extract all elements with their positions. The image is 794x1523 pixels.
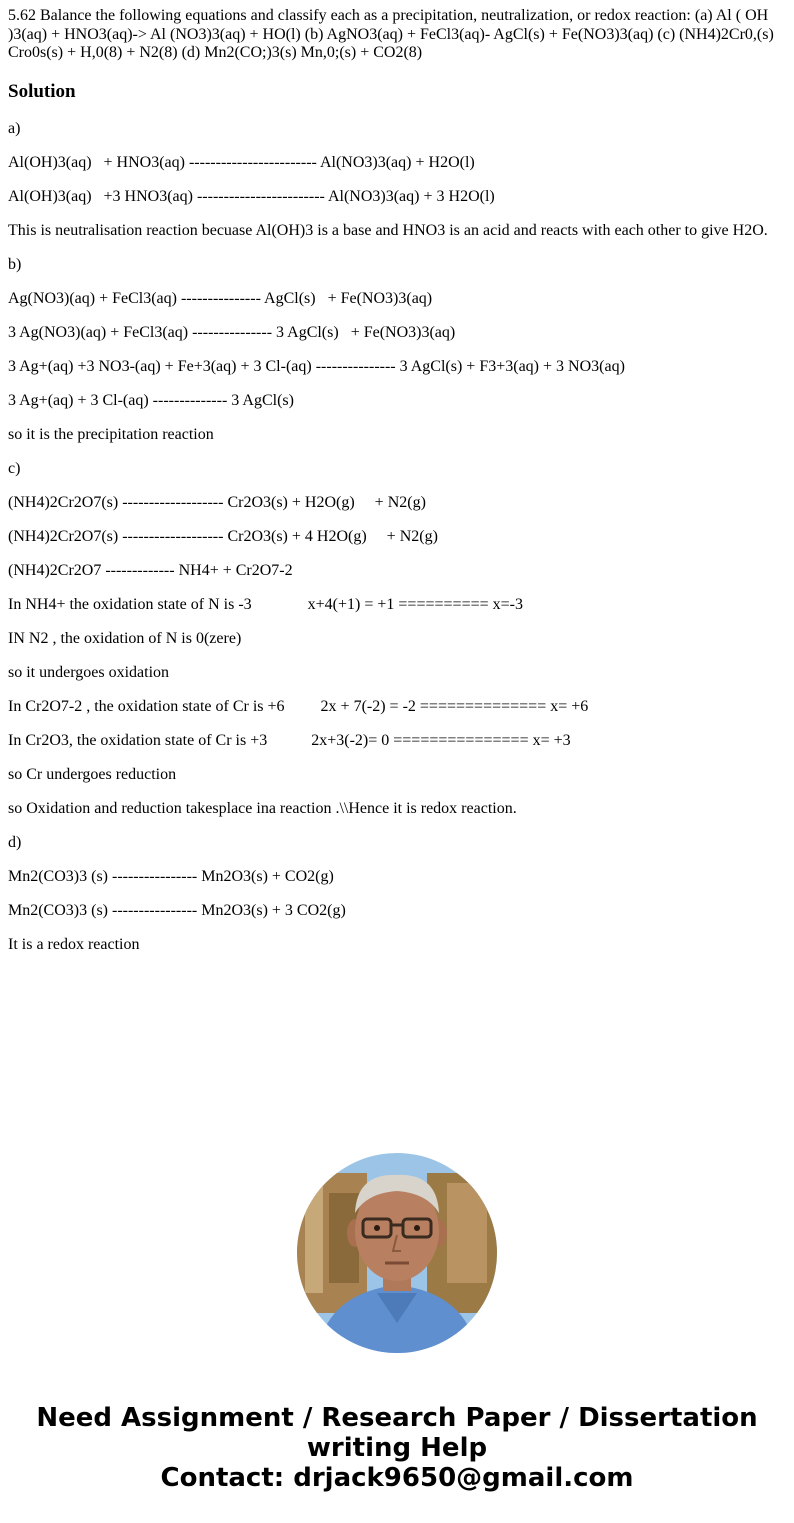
solution-line: In Cr2O3, the oxidation state of Cr is +3 2x+3(-2)= 0 =============== x= +3 (8, 732, 571, 749)
solution-line: In Cr2O7-2 , the oxidation state of Cr is +6 2x + 7(-2) = -2 ============== x= +6 (8, 698, 589, 715)
solution-line: In NH4+ the oxidation state of N is -3 x+4(+1) = +1 ========== x=-3 (8, 596, 523, 613)
solution-body (8, 120, 788, 970)
promo-banner (0, 1403, 794, 1493)
solution-line: so Cr undergoes reduction (8, 766, 177, 783)
solution-line: d) (8, 834, 22, 851)
solution-line: 3 Ag(NO3)(aq) + FeCl3(aq) --------------- 3 AgCl(s) + Fe(NO3)3(aq) (8, 324, 456, 341)
author-portrait-image (297, 1153, 497, 1353)
question-text: 5.62 Balance the following equations and classify each as a precipitation, neutralization, or redox reaction: (a) Al ( OH )3(aq) + HNO3(aq)-> Al (NO3)3(aq) + HO(l) (b) AgNO3(aq) + FeCl3(aq)- AgCl(s) + Fe(NO3)3(aq) (c) (NH4)2Cr0,(s) Cro0s(s) + H,0(8) + N2(8) (d) Mn2(CO;)3(s) Mn,0;(s) + CO2(8) (8, 7, 774, 61)
promo-contact: Contact: drjack9650@gmail.com (160, 1463, 634, 1493)
solution-line: Mn2(CO3)3 (s) ---------------- Mn2O3(s) + 3 CO2(g) (8, 902, 346, 919)
solution-line: It is a redox reaction (8, 936, 140, 953)
solution-line: IN N2 , the oxidation of N is 0(zere) (8, 630, 242, 647)
promo-line-1: Need Assignment / Research Paper / Dissertation (36, 1403, 758, 1433)
solution-line: a) (8, 120, 21, 137)
solution-line: 3 Ag+(aq) +3 NO3-(aq) + Fe+3(aq) + 3 Cl-(aq) --------------- 3 AgCl(s) + F3+3(aq) + 3 NO3(aq) (8, 358, 625, 375)
solution-line: (NH4)2Cr2O7(s) ------------------- Cr2O3(s) + H2O(g) + N2(g) (8, 494, 426, 511)
solution-line: (NH4)2Cr2O7(s) ------------------- Cr2O3(s) + 4 H2O(g) + N2(g) (8, 528, 438, 545)
solution-line: (NH4)2Cr2O7 ------------- NH4+ + Cr2O7-2 (8, 562, 293, 579)
solution-line: so Oxidation and reduction takesplace ina reaction .\\Hence it is redox reaction. (8, 800, 517, 817)
solution-line: Al(OH)3(aq) +3 HNO3(aq) ------------------------ Al(NO3)3(aq) + 3 H2O(l) (8, 188, 495, 205)
promo-line-2: writing Help (306, 1433, 488, 1463)
solution-heading: Solution (8, 81, 76, 102)
solution-line: Ag(NO3)(aq) + FeCl3(aq) --------------- AgCl(s) + Fe(NO3)3(aq) (8, 290, 433, 307)
solution-line: 3 Ag+(aq) + 3 Cl-(aq) -------------- 3 AgCl(s) (8, 392, 294, 409)
solution-line: Al(OH)3(aq) + HNO3(aq) ------------------------ Al(NO3)3(aq) + H2O(l) (8, 154, 475, 171)
solution-line: This is neutralisation reaction becuase Al(OH)3 is a base and HNO3 is an acid and reacts with each other to give H2O. (8, 222, 768, 239)
solution-line: so it undergoes oxidation (8, 664, 170, 681)
author-photo (297, 1153, 497, 1353)
solution-line: c) (8, 460, 21, 477)
solution-line: b) (8, 256, 22, 273)
solution-line: so it is the precipitation reaction (8, 426, 214, 443)
solution-line: Mn2(CO3)3 (s) ---------------- Mn2O3(s) + CO2(g) (8, 868, 334, 885)
